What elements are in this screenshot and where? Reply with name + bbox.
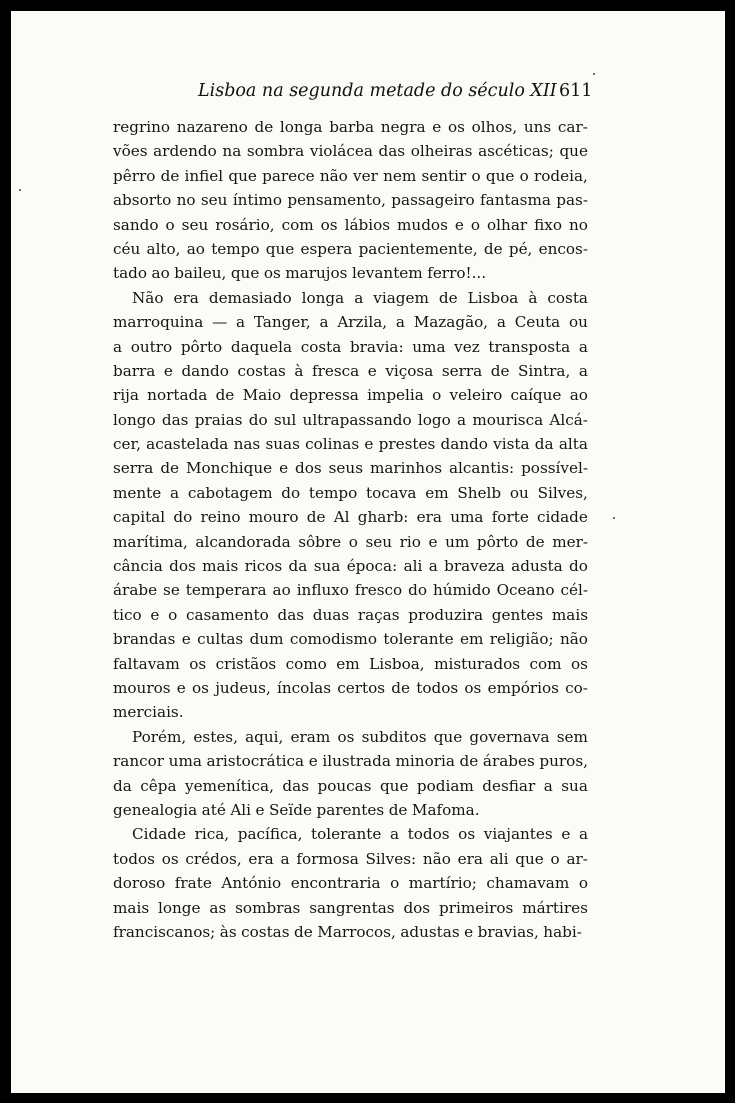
- text-line: genealogia até Ali e Seïde parentes de Mafoma.: [113, 800, 480, 819]
- text-line: árabe se temperara ao influxo fresco do húmido Oceano cél-: [113, 581, 588, 600]
- text-line: absorto no seu íntimo pensamento, passageiro fantasma pas-: [113, 191, 588, 210]
- text-line: serra de Monchique e dos seus marinhos alcantis: possível-: [113, 459, 588, 478]
- text-line: merciais.: [113, 703, 184, 722]
- text-line: rancor uma aristocrática e ilustrada minoria de árabes puros,: [113, 752, 588, 771]
- paper-speck: [593, 73, 595, 75]
- text-line: rija nortada de Maio depressa impelia o veleiro caíque ao: [113, 386, 588, 405]
- text-line: todos os crédos, era a formosa Silves: não era ali que o ar-: [113, 849, 588, 868]
- text-line: doroso frate António encontraria o martírio; chamavam o: [113, 874, 588, 893]
- paragraph: [113, 115, 588, 286]
- text-line: marítima, alcandorada sôbre o seu rio e um pôrto de mer-: [113, 532, 588, 551]
- paragraph: [113, 822, 588, 944]
- text-line: cância dos mais ricos da sua época: ali a braveza adusta do: [113, 557, 588, 576]
- text-line: longo das praias do sul ultrapassando logo a mourisca Alcá-: [113, 410, 588, 429]
- page-header: [11, 81, 725, 111]
- text-line: regrino nazareno de longa barba negra e os olhos, uns car-: [113, 118, 588, 136]
- paragraph: [113, 725, 588, 823]
- text-line: marroquina — a Tanger, a Arzila, a Mazagão, a Ceuta ou: [113, 313, 588, 332]
- text-line: céu alto, ao tempo que espera pacientemente, de pé, encos-: [113, 239, 588, 258]
- text-line: pêrro de infiel que parece não ver nem sentir o que o rodeia,: [113, 166, 588, 185]
- body-text: [113, 115, 588, 944]
- text-line: vões ardendo na sombra violácea das olheiras ascéticas; que: [113, 142, 588, 161]
- text-line: barra e dando costas à fresca e viçosa serra de Sintra, a: [113, 361, 588, 380]
- text-line: a outro pôrto daquela costa bravia: uma vez transposta a: [113, 337, 588, 356]
- text-line: sando o seu rosário, com os lábios mudos e o olhar fixo no: [113, 215, 588, 234]
- text-line: tado ao baileu, que os marujos levantem ferro!...: [113, 264, 487, 283]
- text-line: capital do reino mouro de Al gharb: era uma forte cidade: [113, 508, 588, 527]
- paper-speck: [613, 517, 615, 519]
- text-line: mais longe as sombras sangrentas dos primeiros mártires: [113, 898, 588, 917]
- paragraph: [113, 286, 588, 725]
- paper-speck: [19, 189, 21, 191]
- running-title: Lisboa na segunda metade do século XII: [198, 81, 557, 101]
- text-line: mente a cabotagem do tempo tocava em Shelb ou Silves,: [113, 483, 588, 502]
- text-line: da cêpa yemenítica, das poucas que podiam desfiar a sua: [113, 776, 588, 795]
- text-line: franciscanos; às costas de Marrocos, adustas e bravias, habi-: [113, 922, 582, 941]
- text-line: cer, acastelada nas suas colinas e prestes dando vista da alta: [113, 435, 588, 454]
- text-line: mouros e os judeus, íncolas certos de todos os empórios co-: [113, 678, 588, 697]
- text-line: brandas e cultas dum comodismo tolerante em religião; não: [113, 630, 588, 649]
- text-line: faltavam os cristãos como em Lisboa, misturados com os: [113, 654, 588, 673]
- text-line: tico e o casamento das duas raças produzira gentes mais: [113, 605, 588, 624]
- book-page: [11, 11, 725, 1093]
- text-line: Porém, estes, aqui, eram os subditos que governava sem: [132, 727, 588, 746]
- page-number: 611: [559, 81, 593, 101]
- text-line: Não era demasiado longa a viagem de Lisboa à costa: [132, 288, 588, 307]
- text-line: Cidade rica, pacífica, tolerante a todos os viajantes e a: [132, 825, 588, 844]
